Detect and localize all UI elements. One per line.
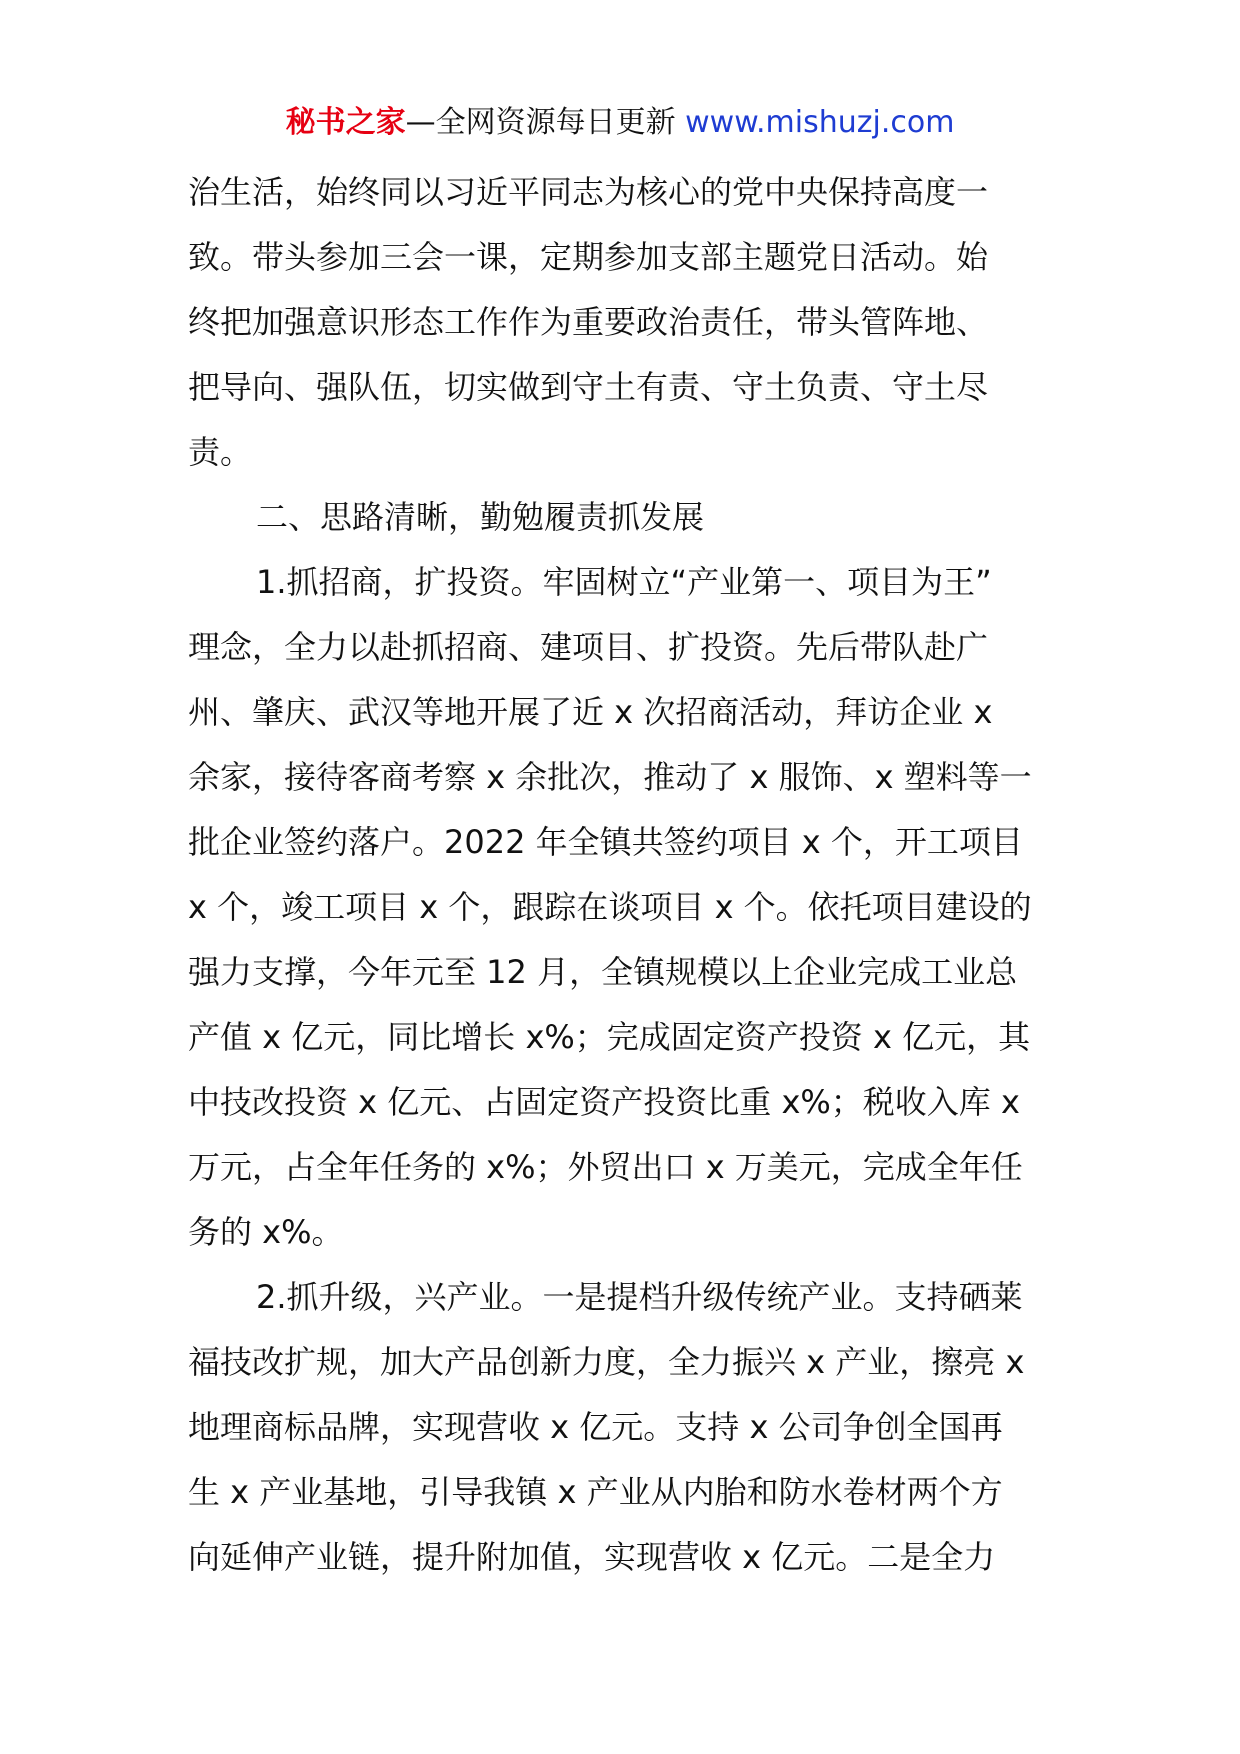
text-line: 把导向、强队伍，切实做到守土有责、守土负责、守土尽 xyxy=(188,368,989,406)
text-line: 治生活，始终同以习近平同志为核心的党中央保持高度一 xyxy=(188,173,989,211)
paragraph-investment xyxy=(188,550,1058,1265)
text-line: 2.抓升级，兴产业。一是提档升级传统产业。支持硒莱 xyxy=(256,1278,1023,1316)
text-line: x 个，竣工项目 x 个，跟踪在谈项目 x 个。依托项目建设的 xyxy=(188,888,1032,926)
text-line: 向延伸产业链，提升附加值，实现营收 x 亿元。二是全力 xyxy=(188,1538,996,1576)
text-line: 万元，占全年任务的 x%；外贸出口 x 万美元，完成全年任 xyxy=(188,1148,1023,1186)
text-line: 生 x 产业基地，引导我镇 x 产业从内胎和防水卷材两个方 xyxy=(188,1473,1003,1511)
text-line: 终把加强意识形态工作作为重要政治责任，带头管阵地、 xyxy=(188,303,989,341)
text-line: 致。带头参加三会一课，定期参加支部主题党日活动。始 xyxy=(188,238,989,276)
brand-name: 秘书之家 xyxy=(285,105,406,140)
text-line: 福技改扩规，加大产品创新力度，全力振兴 x 产业，擦亮 x xyxy=(188,1343,1025,1381)
paragraph-continued xyxy=(188,160,1058,485)
site-header xyxy=(0,103,1240,143)
text-line: 地理商标品牌，实现营收 x 亿元。支持 x 公司争创全国再 xyxy=(188,1408,1003,1446)
text-line: 州、肇庆、武汉等地开展了近 x 次招商活动，拜访企业 x xyxy=(188,693,993,731)
text-line: 责。 xyxy=(188,433,253,471)
document-body xyxy=(188,160,1058,1590)
text-line: 余家，接待客商考察 x 余批次，推动了 x 服饰、x 塑料等一 xyxy=(188,758,1032,796)
site-url-link[interactable]: www.mishuzj.com xyxy=(685,105,955,140)
text-line: 理念，全力以赴抓招商、建项目、扩投资。先后带队赴广 xyxy=(188,628,989,666)
text-line: 1.抓招商，扩投资。牢固树立“产业第一、项目为王” xyxy=(256,563,992,601)
text-line: 产值 x 亿元，同比增长 x%；完成固定资产投资 x 亿元，其 xyxy=(188,1018,1031,1056)
paragraph-industry xyxy=(188,1265,1058,1590)
header-slogan: —全网资源每日更新 xyxy=(405,105,676,140)
text-line: 中技改投资 x 亿元、占固定资产投资比重 x%；税收入库 x xyxy=(188,1083,1020,1121)
text-line: 批企业签约落户。2022 年全镇共签约项目 x 个，开工项目 xyxy=(188,823,1023,861)
section-heading: 二、思路清晰，勤勉履责抓发展 xyxy=(256,498,705,536)
text-line: 务的 x%。 xyxy=(188,1213,344,1251)
text-line: 强力支撑，今年元至 12 月，全镇规模以上企业完成工业总 xyxy=(188,953,1018,991)
